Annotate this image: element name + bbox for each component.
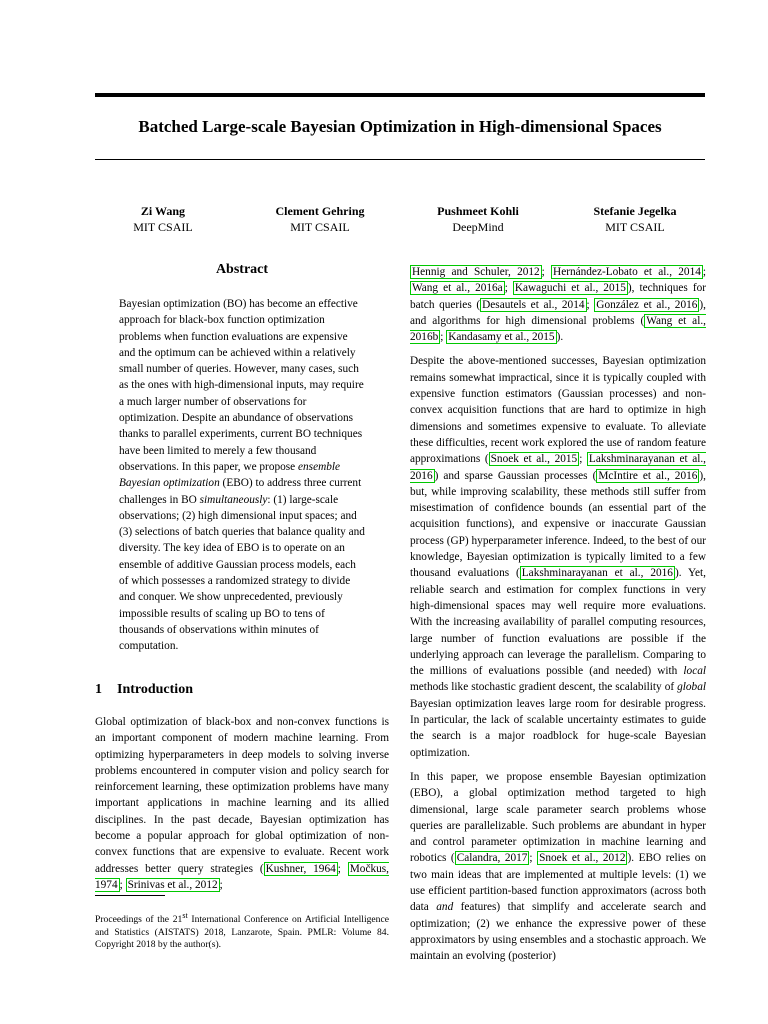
citation-link[interactable]: Srinivas et al., 2012	[127, 878, 218, 891]
citation-link[interactable]: Lakshminarayanan et al., 2016	[521, 567, 673, 580]
footnote-rule	[95, 895, 165, 896]
body-text: Despite the above-mentioned successes, Bayesian optimization remains somewhat impractical, since it is typically coupled with expensive function estimators (Gaussian processes) and non-convex acquisition functions that are hard to optimize in high dimensions and sometimes expensive to evaluate. To alleviate these difficulties, recent work explored the use of random feature approximations (	[410, 355, 706, 466]
citation-link[interactable]: Hernández-Lobato et al., 2014	[553, 266, 701, 278]
footnote-superscript: st	[182, 911, 188, 920]
body-emphasis: local	[683, 665, 706, 678]
author-1	[78, 203, 248, 235]
footnote	[95, 910, 389, 952]
citation-link[interactable]: Snoek et al., 2012	[539, 852, 626, 865]
citation-link[interactable]: McIntire et al., 2016	[598, 469, 698, 482]
citation-link[interactable]: Močkus, 1974	[95, 862, 389, 891]
section-heading	[95, 682, 193, 698]
body-emphasis: global	[677, 681, 706, 694]
author-3	[393, 203, 563, 235]
citation-link[interactable]: Kandasamy et al., 2015	[448, 331, 555, 344]
intro-paragraph-2: Despite the above-mentioned successes, Bayesian optimization remains somewhat impractical, since it is typically coupled with expensive function estimators (Gaussian processes) and non-convex acquisition functions that are hard to optimize in high dimensions and sometimes expensive to evaluate. To alleviate these difficulties, recent work explored the use of random feature approximations ( Snoek et al., 2015 ; Lakshminarayanan et al., 2016 ) and sparse Gaussian processes ( McIntire et al., 2016 ), but, while improving scalability, these methods still suffer from misestimation of confidence bounds (an essential part of the acquisition functions), and expensive or inaccurate Gaussian process (GP) hyperparameter inference. Indeed, to the best of our knowledge, Bayesian optimization is typically limited to a few thousand evaluations ( Lakshminarayanan et al., 2016 ). Yet, reliable search and estimation for complex functions in very high-dimensional spaces may well require more evaluations. With the increasing availability of parallel computing resources, large number of function evaluations are possible if the underlying approach can leverage the parallelism. Comparing to the millions of evaluations possible (and needed) with local methods like stochastic gradient descent, the scalability of global Bayesian optimization leaves large room for desirable progress. In particular, the lack of scalable uncertainty estimates to guide the search is a major roadblock for huge-scale Bayesian optimization.	[410, 355, 706, 759]
citation-link[interactable]: Kushner, 1964	[265, 862, 336, 875]
abstract-emphasis: ensemble Bayesian optimization	[119, 460, 341, 490]
author-4	[550, 203, 720, 235]
section-number: 1	[95, 682, 102, 697]
author-name: Clement Gehring	[275, 204, 365, 218]
body-text: features) that simplify and accelerate search and optimization; (2) we enhance the expressive power of these approximators by using ensembles and a stochastic approach. We maintain an evolving (posterior)	[410, 901, 706, 963]
body-text: In this paper, we propose ensemble Bayesian optimization (EBO), a global optimization method targeted to high dimensional, large scale parameter search problems whose queries are parallelizable. Such problems are abundant in hyper and control parameter optimization in machine learning and robotics (	[410, 770, 706, 865]
body-text: ). EBO relies on two main ideas that are implemented at multiple levels: (1) we use efficient partition-based function approximators (across both data	[410, 852, 706, 914]
author-affiliation: MIT CSAIL	[605, 220, 665, 234]
body-emphasis: and	[436, 901, 454, 914]
author-2	[235, 203, 405, 235]
citation-link[interactable]: Lakshminarayanan et al., 2016	[410, 453, 706, 482]
intro-paragraph-1-continued: Hennig and Schuler, 2012 ; Hernández-Lobato et al., 2014 ; Wang et al., 2016a ; Kawaguchi et al., 2015 ), techniques for batch queries ( Desautels et al., 2014 ; González et al., 2016 ), and algorithms for high dimensional problems ( Wang et al., 2016b ; Kandasamy et al., 2015 ).	[410, 266, 707, 344]
body-text: Bayesian optimization leaves large room for desirable progress. In particular, the lack of scalable uncertainty estimates to guide the search is a major roadblock for huge-scale Bayesian optimization.	[410, 697, 706, 759]
citation-link[interactable]: Wang et al., 2016b	[410, 314, 706, 344]
body-text: Global optimization of black-box and non-convex functions is an important component of modern machine learning. From optimizing hyperparameters in deep models to solving inverse problems encountered in computer vision and policy search for reinforcement learning, these optimization problems have many important applications in machine learning and its allied disciplines. In the past decade, Bayesian optimization has become a popular approach for global optimization of non-convex functions that are expensive to evaluate. Recent work addresses better query strategies (	[95, 716, 389, 875]
author-affiliation: DeepMind	[452, 220, 504, 234]
citation-link[interactable]: Hennig and Schuler, 2012	[412, 266, 540, 278]
footnote-text: Proceedings of the 21	[95, 914, 183, 926]
citation-link[interactable]: Desautels et al., 2014	[482, 298, 585, 311]
body-text: ). Yet, reliable search and estimation for complex functions in very high-dimensional spaces may well require more evaluations. With the increasing availability of parallel computing resources, large number of function evaluations are possible if the underlying approach can leverage the parallelism. Comparing to the millions of evaluations possible (and needed) with	[410, 567, 706, 678]
abstract-text: Bayesian optimization (BO) has become an effective approach for black-box function optimization problems when function evaluations are expensive and the optimum can be achieved within a relatively small number of queries. However, many cases, such as the ones with high-dimensional inputs, may require a much larger number of observations for optimization. Despite an abundance of observations thanks to parallel experiments, current BO techniques have been limited to merely a few thousand observations. In this paper, we propose	[119, 298, 364, 473]
body-text: ), techniques for batch queries (	[410, 282, 706, 311]
author-affiliation: MIT CSAIL	[133, 220, 193, 234]
title-top-rule	[95, 93, 705, 97]
citation-link[interactable]: Kawaguchi et al., 2015	[514, 282, 626, 295]
author-name: Zi Wang	[140, 204, 186, 218]
abstract-heading: Abstract	[215, 262, 269, 277]
intro-paragraph-3: In this paper, we propose ensemble Bayesian optimization (EBO), a global optimization method targeted to high dimensional, large scale parameter search problems whose queries are parallelizable. Such problems are abundant in hyper and control parameter optimization in machine learning and robotics ( Calandra, 2017 ; Snoek et al., 2012 ). EBO relies on two main ideas that are implemented at multiple levels: (1) we use efficient partition-based function approximators (across both data and features) that simplify and accelerate search and optimization; (2) we enhance the expressive power of these approximators by using ensembles and a stochastic approach. We maintain an evolving (posterior)	[410, 770, 706, 963]
section-title: Introduction	[117, 682, 193, 697]
body-text: methods like stochastic gradient descent, the scalability of	[410, 681, 678, 694]
abstract-body	[119, 296, 365, 655]
title-bottom-rule	[95, 159, 705, 160]
intro-paragraph-1: Global optimization of black-box and non-convex functions is an important component of modern machine learning. From optimizing hyperparameters in deep models to solving inverse problems encountered in computer vision and policy search for reinforcement learning, these optimization problems have many important applications in machine learning and its allied disciplines. In the past decade, Bayesian optimization has become a popular approach for global optimization of non-convex functions that are expensive to evaluate. Recent work addresses better query strategies ( Kushner, 1964 ; Močkus, 1974 ; Srinivas et al., 2012 ;	[95, 716, 389, 891]
author-name: Stefanie Jegelka	[593, 204, 677, 218]
citation-link[interactable]: Calandra, 2017	[456, 852, 528, 865]
footnote-text: International Conference on Artificial Intelligence and Statistics (AISTATS) 2018, Lanzarote, Spain. PMLR: Volume 84. Copyright 2018 by the author(s).	[95, 914, 389, 951]
abstract-emphasis: simultaneously	[199, 493, 268, 506]
body-text: ), and algorithms for high dimensional problems (	[410, 298, 706, 327]
body-text: ), but, while improving scalability, these methods still suffer from misestimation of confidence bounds (an essential part of the acquisition functions), and expensive or inaccurate Gaussian process (GP) hyperparameter inference. Indeed, to the best of our knowledge, Bayesian optimization is typically limited to a few thousand evaluations (	[410, 469, 706, 580]
author-name: Pushmeet Kohli	[437, 204, 519, 218]
citation-link[interactable]: González et al., 2016	[596, 298, 698, 311]
right-column	[410, 264, 706, 972]
paper-title: Batched Large-scale Bayesian Optimization in High-dimensional Spaces	[138, 117, 662, 136]
body-text: ) and sparse Gaussian processes (	[434, 469, 597, 482]
citation-link[interactable]: Wang et al., 2016a	[412, 282, 503, 295]
abstract-text: : (1) large-scale observations; (2) high dimensional input spaces; and (3) selections of batch queries that balance quality and diversity. The key idea of EBO is to operate on an ensemble of additive Gaussian process models, each of which possesses a randomized strategy to divide and conquer. We show unprecedented, previously impossible results of scaling up BO to tens of thousands of observations within minutes of computation.	[119, 493, 365, 653]
abstract-text: (EBO) to address three current challenges in BO	[119, 477, 362, 506]
citation-link[interactable]: Snoek et al., 2015	[490, 453, 578, 466]
author-affiliation: MIT CSAIL	[290, 220, 350, 234]
